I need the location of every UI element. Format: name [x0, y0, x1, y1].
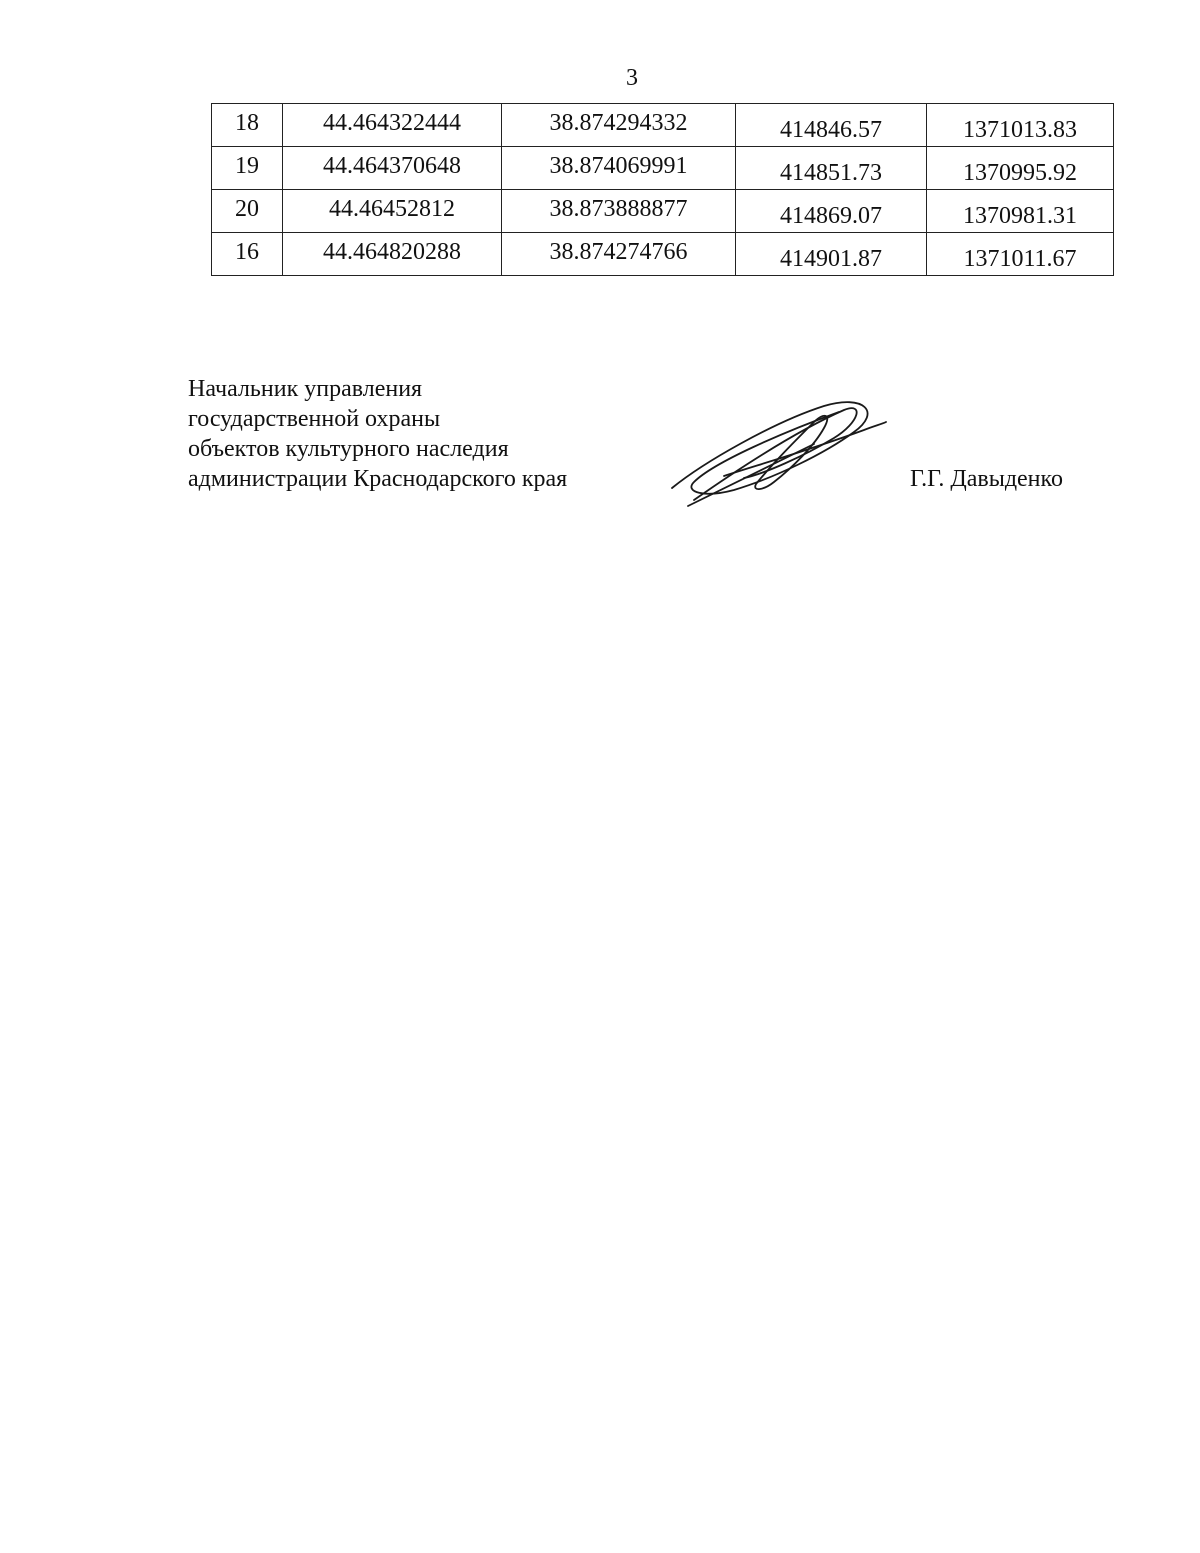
signatory-position	[188, 374, 567, 494]
page-number: 3	[626, 65, 638, 91]
latitude-cell: 44.464820288	[283, 233, 502, 276]
point-number-cell: 18	[212, 104, 283, 147]
point-number-cell: 16	[212, 233, 283, 276]
latitude-cell: 44.464322444	[283, 104, 502, 147]
x-coordinate-cell: 414869.07	[736, 190, 927, 233]
point-number-cell: 19	[212, 147, 283, 190]
table-row	[212, 190, 1114, 233]
position-line: государственной охраны	[188, 406, 441, 432]
longitude-cell: 38.873888877	[502, 190, 736, 233]
table-row	[212, 233, 1114, 276]
signer-name: Г.Г. Давыденко	[910, 466, 1063, 492]
longitude-cell: 38.874294332	[502, 104, 736, 147]
coordinates-table	[211, 103, 1114, 276]
y-coordinate-cell: 1370981.31	[927, 190, 1114, 233]
y-coordinate-cell: 1371013.83	[927, 104, 1114, 147]
point-number-cell: 20	[212, 190, 283, 233]
y-coordinate-cell: 1371011.67	[927, 233, 1114, 276]
latitude-cell: 44.464370648	[283, 147, 502, 190]
longitude-cell: 38.874069991	[502, 147, 736, 190]
table-row	[212, 104, 1114, 147]
table-row	[212, 147, 1114, 190]
x-coordinate-cell: 414846.57	[736, 104, 927, 147]
position-line: объектов культурного наследия	[188, 436, 509, 462]
x-coordinate-cell: 414851.73	[736, 147, 927, 190]
x-coordinate-cell: 414901.87	[736, 233, 927, 276]
y-coordinate-cell: 1370995.92	[927, 147, 1114, 190]
handwritten-signature	[664, 392, 894, 510]
longitude-cell: 38.874274766	[502, 233, 736, 276]
position-line: Начальник управления	[188, 376, 423, 402]
latitude-cell: 44.46452812	[283, 190, 502, 233]
position-line: администрации Краснодарского края	[188, 466, 568, 492]
